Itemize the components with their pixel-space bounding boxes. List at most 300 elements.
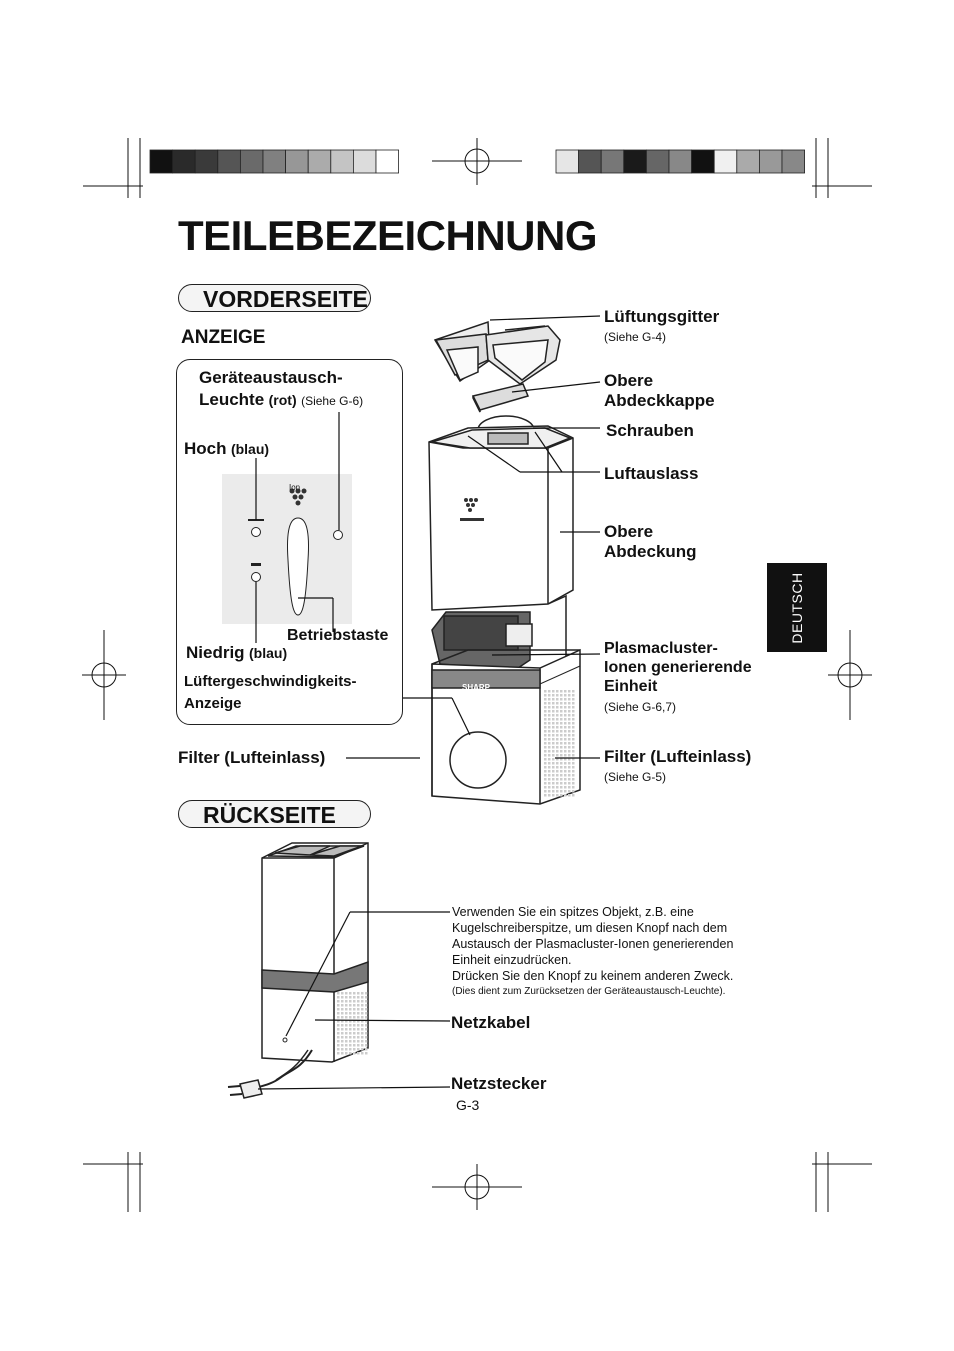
filter-grid-cell — [341, 1024, 344, 1027]
filter-grid-cell — [568, 726, 571, 729]
color-swatch — [759, 150, 782, 173]
grille-label: Lüftungsgitter — [604, 307, 720, 326]
filter-grid-cell — [552, 698, 555, 701]
filter-grid-cell — [564, 794, 567, 797]
filter-grid-cell — [337, 1032, 340, 1035]
filter-grid-cell — [349, 1008, 352, 1011]
filter-grid-cell — [337, 1004, 340, 1007]
filter-grid-cell — [552, 722, 555, 725]
fan-speed-label-1: Lüftergeschwindigkeits- — [184, 673, 357, 690]
filter-grid-cell — [552, 742, 555, 745]
filter-grid-cell — [572, 726, 575, 729]
filter-grid-cell — [568, 730, 571, 733]
filter-grid-cell — [361, 1004, 364, 1007]
filter-grid-cell — [365, 1024, 368, 1027]
filter-grid-cell — [544, 794, 547, 797]
filter-grid-cell — [548, 750, 551, 753]
filter-grid-cell — [365, 1012, 368, 1015]
filter-grid-cell — [341, 1052, 344, 1055]
filter-grid-cell — [572, 774, 575, 777]
color-swatch — [782, 150, 805, 173]
filter-grid-cell — [337, 1044, 340, 1047]
filter-grid-cell — [564, 782, 567, 785]
reset-button-note — [452, 904, 782, 1000]
filter-grid-cell — [544, 738, 547, 741]
filter-grid-cell — [345, 992, 348, 995]
filter-grid-cell — [548, 690, 551, 693]
filter-grid-cell — [572, 734, 575, 737]
filter-grid-cell — [544, 706, 547, 709]
filter-grid-cell — [572, 770, 575, 773]
filter-right-label: Filter (Lufteinlass) — [604, 747, 752, 766]
filter-grid-cell — [353, 1048, 356, 1051]
filter-grid-cell — [572, 690, 575, 693]
filter-grid-cell — [572, 754, 575, 757]
filter-grid-cell — [572, 786, 575, 789]
filter-grid-cell — [544, 786, 547, 789]
filter-grid-cell — [568, 706, 571, 709]
filter-grid-cell — [341, 992, 344, 995]
filter-grid-cell — [548, 730, 551, 733]
filter-grid-cell — [564, 726, 567, 729]
filter-grid-cell — [564, 698, 567, 701]
cord-label: Netzkabel — [451, 1013, 531, 1032]
filter-grid-cell — [564, 754, 567, 757]
filter-grid-cell — [345, 1048, 348, 1051]
filter-grid-cell — [341, 1048, 344, 1051]
language-tab — [767, 563, 827, 652]
filter-grid-cell — [337, 1008, 340, 1011]
filter-grid-cell — [564, 702, 567, 705]
filter-grid-cell — [345, 1016, 348, 1019]
plasma-label-3: Einheit — [604, 678, 658, 695]
filter-grid-cell — [556, 702, 559, 705]
filter-grid-cell — [572, 718, 575, 721]
page-number: G-3 — [456, 1097, 480, 1113]
filter-grid-cell — [345, 1044, 348, 1047]
filter-grid-cell — [337, 1052, 340, 1055]
filter-grid-cell — [552, 714, 555, 717]
color-swatch — [218, 150, 241, 173]
filter-grid-cell — [548, 762, 551, 765]
filter-grid-cell — [357, 1012, 360, 1015]
filter-grid-cell — [564, 690, 567, 693]
filter-grid-cell — [572, 694, 575, 697]
filter-grid-cell — [337, 996, 340, 999]
filter-grid-cell — [361, 1036, 364, 1039]
filter-grid-cell — [357, 1000, 360, 1003]
plasma-label-1: Plasmacluster- — [604, 640, 718, 657]
filter-grid-cell — [544, 754, 547, 757]
filter-grid-cell — [544, 742, 547, 745]
filter-grid-cell — [556, 718, 559, 721]
upper-cover-label-2: Abdeckung — [604, 542, 697, 561]
filter-grid-cell — [337, 1028, 340, 1031]
filter-grid-cell — [560, 722, 563, 725]
filter-grid-cell — [544, 702, 547, 705]
filter-grid-cell — [548, 746, 551, 749]
filter-grid-cell — [560, 750, 563, 753]
filter-grid-cell — [345, 1000, 348, 1003]
filter-grid-cell — [341, 1036, 344, 1039]
filter-grid-cell — [361, 1032, 364, 1035]
filter-grid-cell — [572, 706, 575, 709]
filter-grid-cell — [564, 770, 567, 773]
front-unit-illustration — [429, 322, 580, 804]
filter-grid-cell — [361, 1008, 364, 1011]
filter-grid-cell — [568, 762, 571, 765]
filter-grid-cell — [357, 1036, 360, 1039]
filter-grid-cell — [548, 786, 551, 789]
filter-grid-cell — [572, 698, 575, 701]
back-unit-illustration — [228, 843, 368, 1098]
color-swatch — [737, 150, 760, 173]
low-row — [186, 643, 287, 663]
filter-grid-cell — [548, 774, 551, 777]
filter-grid-cell — [345, 1024, 348, 1027]
filter-grid-cell — [548, 718, 551, 721]
filter-grid-cell — [552, 770, 555, 773]
filter-grid-cell — [548, 710, 551, 713]
display-panel-frame — [176, 359, 403, 725]
filter-grid-cell — [560, 690, 563, 693]
filter-grid-cell — [544, 730, 547, 733]
filter-grid-cell — [552, 702, 555, 705]
filter-grid-cell — [349, 1024, 352, 1027]
filter-grid-cell — [568, 722, 571, 725]
filter-grid-cell — [560, 746, 563, 749]
filter-grid-cell — [341, 1000, 344, 1003]
plasma-ref: (Siehe G-6,7) — [604, 700, 677, 714]
brand-logo: SHARP — [462, 683, 491, 692]
filter-grid-cell — [556, 782, 559, 785]
filter-grid-cell — [568, 714, 571, 717]
color-swatch — [173, 150, 196, 173]
filter-grid-cell — [564, 774, 567, 777]
filter-grid-cell — [556, 726, 559, 729]
filter-grid-cell — [564, 730, 567, 733]
filter-grid-cell — [552, 738, 555, 741]
filter-grid-cell — [568, 782, 571, 785]
grille-ref: (Siehe G-4) — [604, 330, 667, 344]
filter-grid-cell — [337, 992, 340, 995]
filter-grid-cell — [544, 710, 547, 713]
filter-grid-cell — [341, 1028, 344, 1031]
filter-grid-cell — [552, 710, 555, 713]
filter-grid-cell — [544, 714, 547, 717]
filter-grid-cell — [357, 1024, 360, 1027]
filter-grid-cell — [353, 1044, 356, 1047]
filter-grid-cell — [544, 718, 547, 721]
filter-grid-cell — [544, 698, 547, 701]
color-swatch — [646, 150, 669, 173]
filter-grid-cell — [572, 738, 575, 741]
filter-grid-cell — [556, 778, 559, 781]
filter-grid-cell — [560, 790, 563, 793]
filter-grid-cell — [353, 1052, 356, 1055]
color-bar-left — [150, 150, 399, 173]
filter-grid-cell — [548, 698, 551, 701]
color-swatch — [579, 150, 602, 173]
filter-grid-cell — [345, 1008, 348, 1011]
filter-grid-cell — [544, 778, 547, 781]
filter-grid-cell — [556, 742, 559, 745]
filter-grid-cell — [564, 750, 567, 753]
filter-grid-cell — [365, 1000, 368, 1003]
filter-grid-cell — [568, 766, 571, 769]
replace-light-color: (rot) — [268, 392, 297, 408]
filter-grid-cell — [568, 754, 571, 757]
filter-grid-cell — [349, 996, 352, 999]
filter-grid-cell — [361, 1028, 364, 1031]
filter-grid-cell — [552, 766, 555, 769]
filter-grid-cell — [341, 1032, 344, 1035]
filter-grid-cell — [560, 706, 563, 709]
high-color: (blau) — [230, 441, 270, 457]
color-bar-right — [556, 150, 805, 173]
filter-grid-cell — [544, 770, 547, 773]
filter-grid-cell — [552, 694, 555, 697]
low-color: (blau) — [249, 645, 288, 661]
filter-grid-cell — [556, 694, 559, 697]
filter-grid-cell — [361, 996, 364, 999]
filter-grid-cell — [560, 718, 563, 721]
plug-label: Netzstecker — [451, 1074, 547, 1093]
replace-light-label-2: Leuchte — [199, 390, 265, 409]
upper-cap-label-2: Abdeckkappe — [604, 391, 715, 410]
filter-grid-cell — [548, 754, 551, 757]
low-label: Niedrig — [186, 643, 245, 662]
plasma-label-2: Ionen generierende — [604, 659, 752, 676]
filter-grid-cell — [361, 1024, 364, 1027]
filter-grid-cell — [349, 1004, 352, 1007]
filter-grid-cell — [572, 762, 575, 765]
filter-grid-cell — [548, 726, 551, 729]
filter-grid-cell — [353, 992, 356, 995]
filter-grid-cell — [560, 770, 563, 773]
filter-grid-cell — [357, 1008, 360, 1011]
filter-grid-cell — [568, 710, 571, 713]
upper-cap-label-1: Obere — [604, 371, 654, 390]
filter-grid-cell — [548, 790, 551, 793]
filter-grid-cell — [357, 1004, 360, 1007]
filter-grid-cell — [560, 754, 563, 757]
filter-grid-cell — [548, 706, 551, 709]
filter-grid-cell — [353, 1028, 356, 1031]
filter-left-label: Filter (Lufteinlass) — [178, 748, 326, 767]
filter-grid-cell — [365, 996, 368, 999]
filter-grid-cell — [365, 1008, 368, 1011]
filter-grid-cell — [361, 1000, 364, 1003]
filter-grid-cell — [556, 746, 559, 749]
filter-grid-cell — [564, 778, 567, 781]
filter-grid-cell — [552, 774, 555, 777]
filter-grid-cell — [349, 1032, 352, 1035]
filter-grid-cell — [357, 996, 360, 999]
filter-grid-cell — [556, 794, 559, 797]
filter-grid-cell — [337, 1000, 340, 1003]
filter-grid-cell — [568, 742, 571, 745]
filter-grid-cell — [560, 794, 563, 797]
filter-grid-cell — [365, 1032, 368, 1035]
note-line: Austausch der Plasmacluster-Ionen generierenden — [452, 937, 734, 951]
ion-label: Ion — [289, 483, 301, 492]
filter-grid-cell — [552, 786, 555, 789]
filter-grid-cell — [568, 786, 571, 789]
filter-grid-cell — [568, 718, 571, 721]
filter-grid-cell — [568, 794, 571, 797]
color-swatch — [714, 150, 737, 173]
note-small: (Dies dient zum Zurücksetzen der Geräteaustausch-Leuchte). — [452, 986, 726, 997]
filter-grid-cell — [365, 1028, 368, 1031]
screws-label: Schrauben — [606, 421, 694, 440]
filter-grid-cell — [548, 794, 551, 797]
outlet-label: Luftauslass — [604, 464, 699, 483]
filter-grid-cell — [544, 722, 547, 725]
filter-grid-cell — [552, 726, 555, 729]
filter-grid-cell — [572, 714, 575, 717]
note-line: Kugelschreiberspitze, um diesen Knopf nach dem — [452, 921, 728, 935]
filter-grid-cell — [556, 734, 559, 737]
filter-grid-cell — [552, 734, 555, 737]
language-tab-label: DEUTSCH — [789, 571, 805, 644]
filter-grid-cell — [572, 742, 575, 745]
filter-grid-cell — [357, 1048, 360, 1051]
filter-grid-cell — [564, 790, 567, 793]
filter-grid-cell — [560, 710, 563, 713]
filter-grid-cell — [556, 790, 559, 793]
filter-grid-cell — [556, 762, 559, 765]
filter-grid-cell — [357, 1028, 360, 1031]
filter-grid-cell — [349, 1012, 352, 1015]
filter-grid-cell — [544, 690, 547, 693]
filter-grid-cell — [544, 750, 547, 753]
filter-grid-cell — [544, 694, 547, 697]
filter-grid-cell — [564, 722, 567, 725]
filter-grid-cell — [572, 766, 575, 769]
filter-grid-cell — [560, 766, 563, 769]
filter-grid-cell — [556, 786, 559, 789]
note-line: Verwenden Sie ein spitzes Objekt, z.B. eine — [452, 905, 694, 919]
note-line: Drücken Sie den Knopf zu keinem anderen Zweck. — [452, 969, 734, 983]
filter-grid-cell — [564, 710, 567, 713]
filter-grid-cell — [357, 992, 360, 995]
filter-grid-cell — [552, 706, 555, 709]
filter-grid-cell — [345, 1004, 348, 1007]
filter-grid-cell — [544, 782, 547, 785]
filter-grid-cell — [556, 750, 559, 753]
color-swatch — [624, 150, 647, 173]
color-swatch — [376, 150, 399, 173]
filter-grid-cell — [349, 1048, 352, 1051]
fan-speed-label-2: Anzeige — [184, 695, 242, 712]
filter-grid-cell — [357, 1016, 360, 1019]
color-swatch — [286, 150, 309, 173]
filter-grid-cell — [349, 1028, 352, 1031]
filter-grid-cell — [560, 734, 563, 737]
color-swatch — [353, 150, 376, 173]
color-swatch — [556, 150, 579, 173]
filter-grid-cell — [353, 1012, 356, 1015]
filter-grid-cell — [556, 730, 559, 733]
filter-grid-cell — [560, 694, 563, 697]
filter-grid-cell — [361, 1048, 364, 1051]
filter-grid-cell — [560, 742, 563, 745]
filter-grid-cell — [560, 782, 563, 785]
filter-grid-cell — [548, 714, 551, 717]
filter-grid-cell — [544, 758, 547, 761]
filter-grid-cell — [361, 1040, 364, 1043]
filter-grid-cell — [349, 1016, 352, 1019]
filter-grid-cell — [572, 730, 575, 733]
filter-grid-cell — [556, 690, 559, 693]
filter-grid-cell — [337, 1012, 340, 1015]
filter-grid-cell — [552, 718, 555, 721]
filter-grid-cell — [544, 766, 547, 769]
filter-grid-cell — [357, 1044, 360, 1047]
filter-grid-cell — [365, 1044, 368, 1047]
filter-grid-cell — [564, 714, 567, 717]
filter-grid-cell — [564, 746, 567, 749]
filter-grid-cell — [548, 722, 551, 725]
filter-grid-cell — [560, 702, 563, 705]
filter-grid-cell — [544, 762, 547, 765]
filter-grid-cell — [365, 992, 368, 995]
filter-grid-cell — [548, 770, 551, 773]
filter-grid-cell — [556, 766, 559, 769]
filter-grid-cell — [564, 718, 567, 721]
filter-grid-cell — [564, 706, 567, 709]
color-swatch — [263, 150, 286, 173]
filter-grid-cell — [365, 1040, 368, 1043]
filter-grid-cell — [357, 1032, 360, 1035]
filter-grid-cell — [552, 782, 555, 785]
replace-light-row — [199, 390, 363, 410]
filter-grid-cell — [349, 1036, 352, 1039]
filter-grid-cell — [560, 730, 563, 733]
filter-grid-cell — [548, 734, 551, 737]
filter-grid-cell — [544, 746, 547, 749]
filter-grid-cell — [337, 1016, 340, 1019]
filter-grid-cell — [572, 794, 575, 797]
filter-grid-cell — [365, 1036, 368, 1039]
filter-grid-cell — [556, 774, 559, 777]
filter-grid-cell — [548, 782, 551, 785]
filter-grid-cell — [552, 762, 555, 765]
filter-grid-cell — [349, 1040, 352, 1043]
filter-grid-cell — [548, 742, 551, 745]
filter-grid-cell — [357, 1052, 360, 1055]
filter-grid-cell — [349, 992, 352, 995]
filter-grid-cell — [568, 750, 571, 753]
filter-grid-cell — [572, 782, 575, 785]
filter-grid-cell — [564, 742, 567, 745]
operate-button-label: Betriebstaste — [287, 627, 389, 644]
filter-grid-cell — [341, 1040, 344, 1043]
filter-grid-cell — [568, 738, 571, 741]
display-heading: ANZEIGE — [181, 327, 266, 348]
filter-grid-cell — [341, 996, 344, 999]
filter-grid-cell — [564, 766, 567, 769]
filter-grid-cell — [568, 770, 571, 773]
filter-grid-cell — [572, 722, 575, 725]
color-swatch — [331, 150, 354, 173]
filter-grid-cell — [353, 1004, 356, 1007]
replace-light-label-1: Geräteaustausch- — [199, 368, 343, 387]
upper-cover-label-1: Obere — [604, 522, 654, 541]
filter-grid-cell — [568, 778, 571, 781]
filter-grid-cell — [552, 754, 555, 757]
